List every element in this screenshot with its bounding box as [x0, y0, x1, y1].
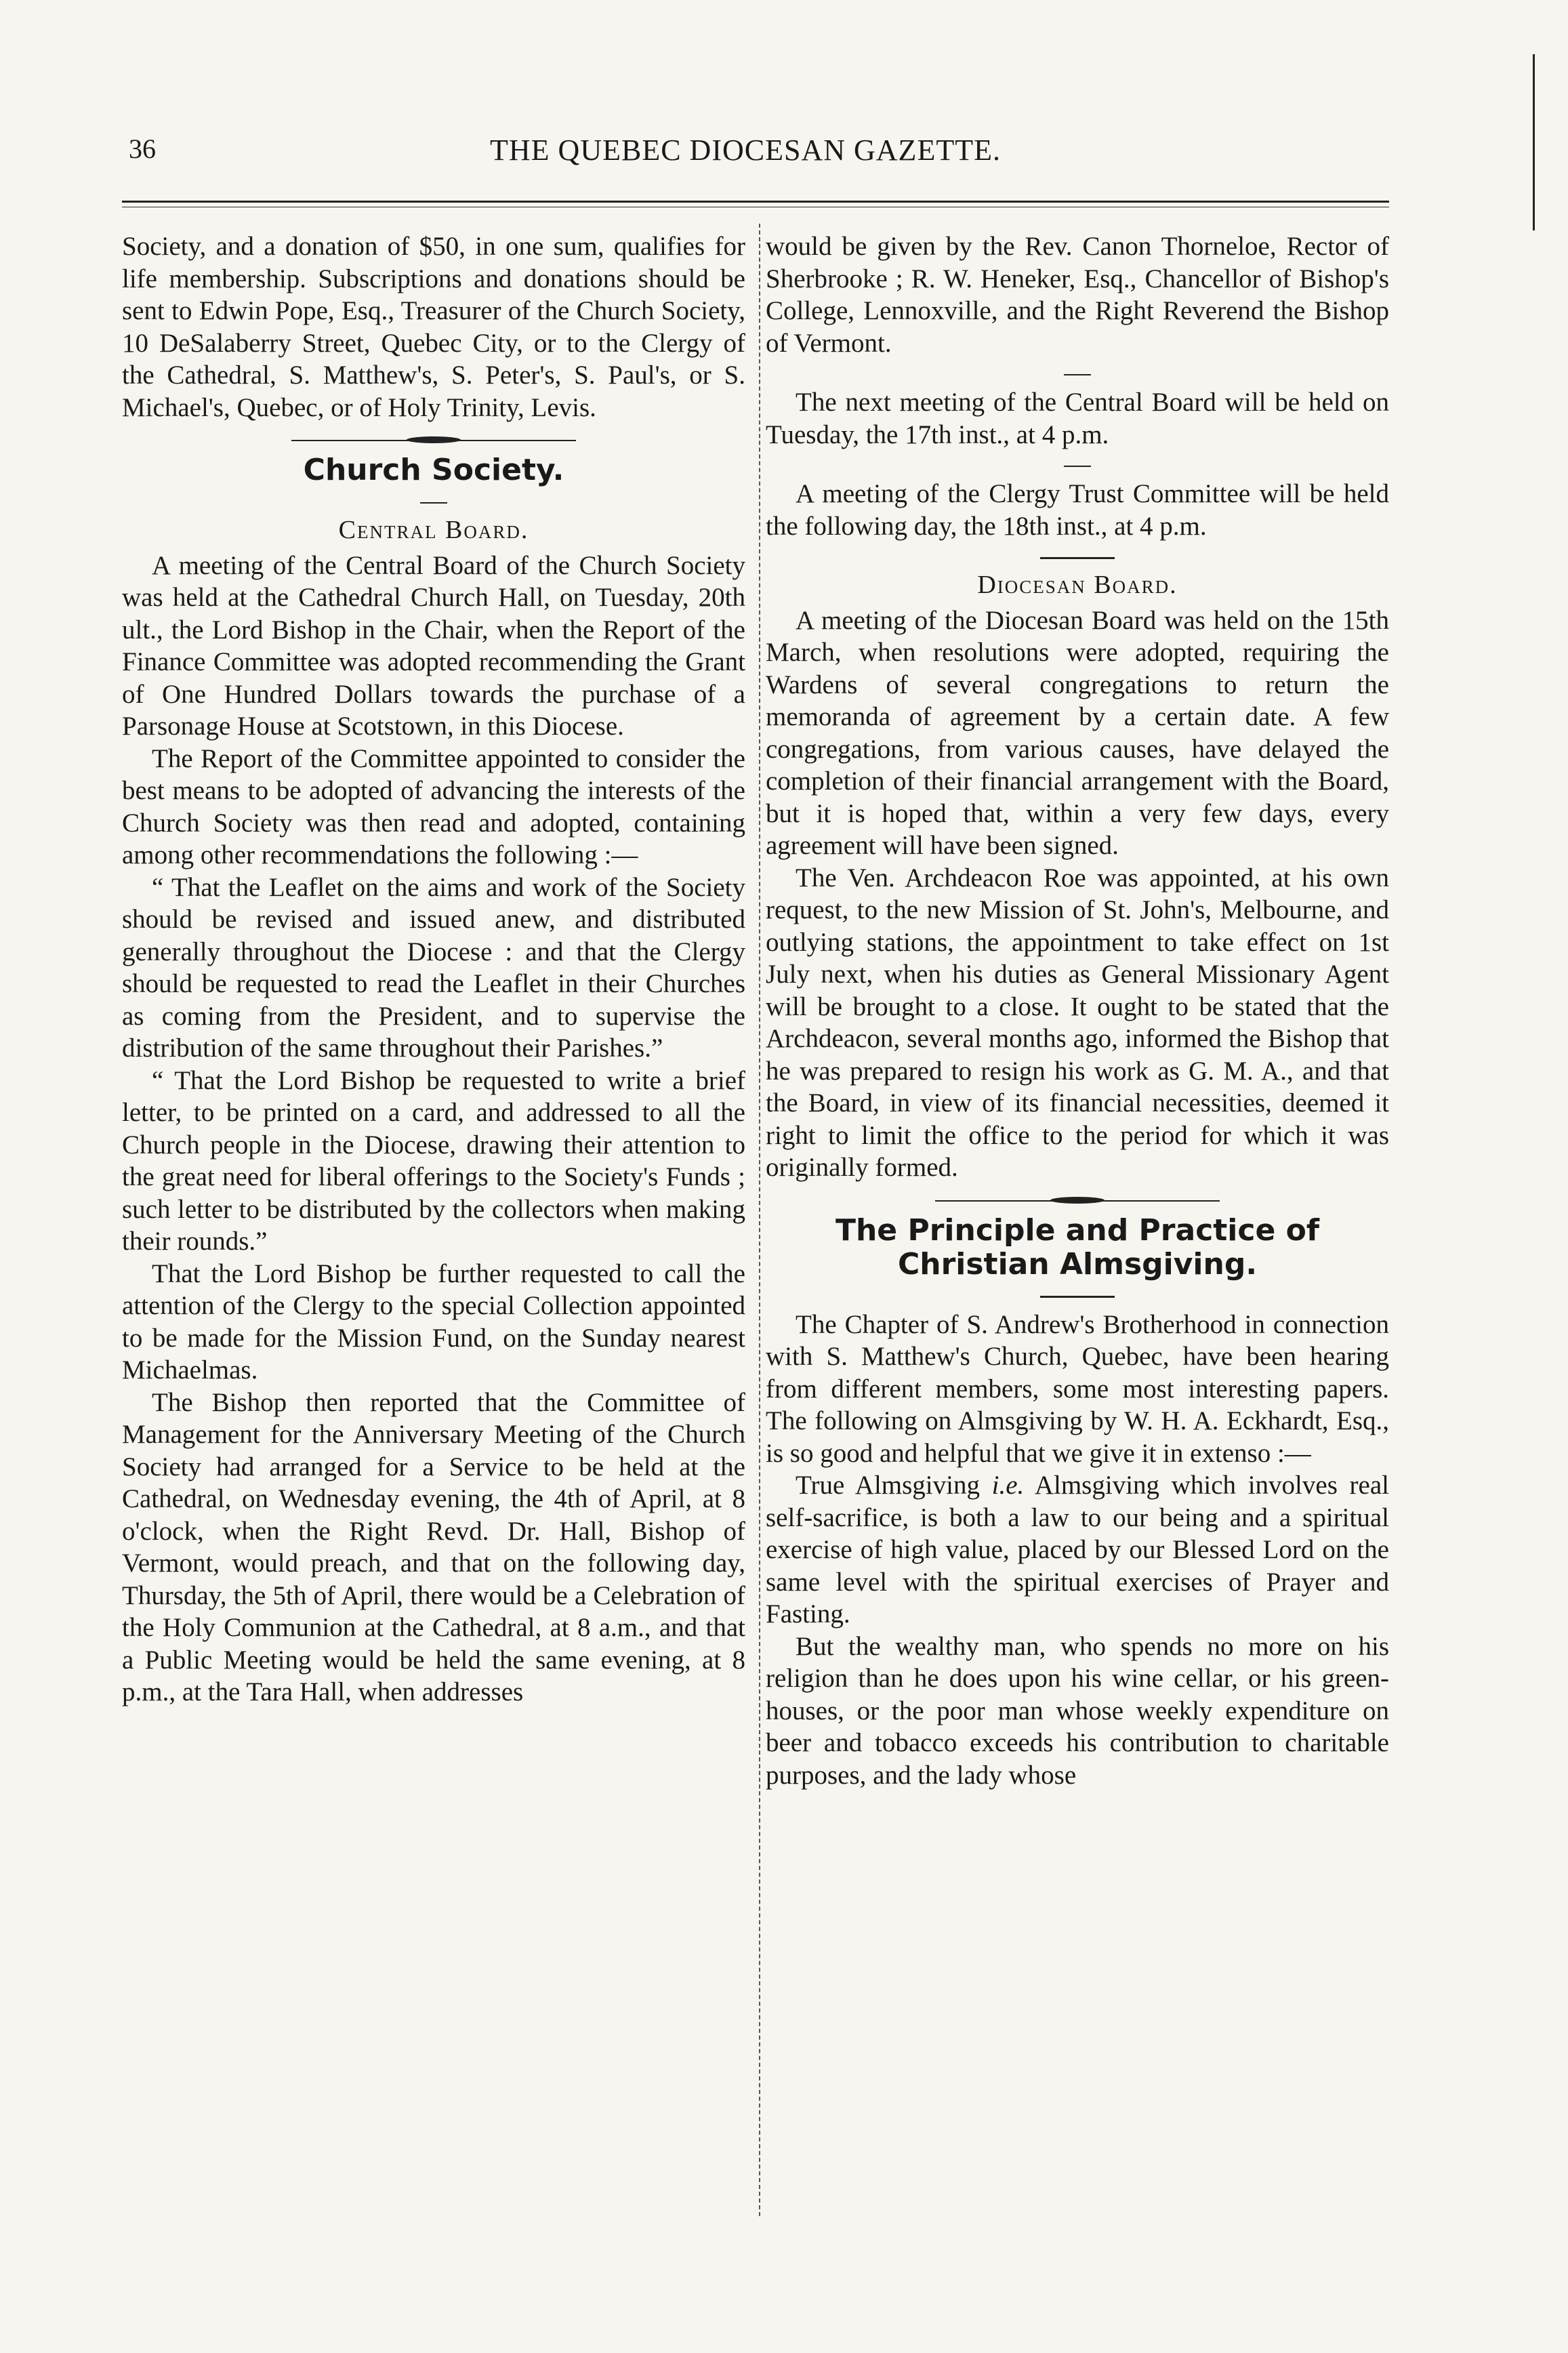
paragraph: The Report of the Committee appointed to consider the best means to be adopted of advancing the interests of the Church Society was then read and adopted, containing among other recommendations the following :— [122, 743, 745, 869]
short-rule [122, 494, 745, 508]
paragraph: The Bishop then reported that the Committee of Management for the Anniversary Meeting of the Church Society had arranged for a Service to be held at the Cathedral, on Wednesday evening, the 4th of April, at 8 o'clock, when the Right Revd. Dr. Hall, Bishop of Vermont, would preach, and that on the following day, Thursday, the 5th of April, there would be a Celebration of the Holy Communion at the Cathedral, at 8 a.m., and that a Public Meeting would be held the same evening, at 8 p.m., at the Tara Hall, when addresses [122, 1387, 745, 1706]
page-number: 36 [129, 134, 156, 164]
right-column [766, 230, 1389, 1791]
left-column [122, 230, 745, 1709]
section-heading-almsgiving: The Principle and Practice of Christian Almsgiving. [835, 1212, 1320, 1282]
short-rule [766, 549, 1389, 562]
text-run: True Almsgiving [796, 1471, 992, 1500]
paragraph: A meeting of the Diocesan Board was held on the 15th March, when resolutions were adopted, requiring the Wardens of several congregations to return the memoranda of agreement by a certain date. A few congregations, from various causes, have delayed the completion of their financial arrangement with the Board, but it is hoped that, within a very few days, every agreement will have been signed. [766, 605, 1389, 860]
text-run: Almsgiving which involves real self-sacrifice, is both a law to our being and a spiritual exercise of high value, placed by our Blessed Lord on the same level with the spiritual exercises of Prayer and Fasting. [766, 1471, 1389, 1629]
header-rule [122, 201, 1389, 203]
ornament-separator [122, 430, 745, 445]
subheading-central-board: Central Board. [338, 516, 529, 544]
page-header [102, 133, 1389, 173]
paragraph: “ That the Lord Bishop be requested to write a brief letter, to be printed on a card, and addressed to all the Church people in the Diocese, drawing their attention to the great need for liberal offerings to the Society's Funds ; such letter to be distributed by the collectors when making their rounds.” [122, 1065, 745, 1256]
paragraph [766, 1469, 1389, 1631]
short-rule [766, 457, 1389, 471]
subheading-diocesan-board: Diocesan Board. [977, 571, 1178, 599]
paragraph: The Ven. Archdeacon Roe was appointed, at his own request, to the new Mission of St. John's, Melbourne, and outlying stations, the appointment to take effect on 1st July next, when his duties as General Missionary Agent will be brought to a close. It ought to be stated that the Archdeacon, several months ago, informed the Bishop that he was prepared to resign his work as G. M. A., and that the Board, in view of its financial necessities, deemed it right to limit the office to the period for which it was originally formed. [766, 863, 1389, 1182]
italic-abbrev: i.e. [991, 1471, 1025, 1500]
column-divider [759, 224, 760, 2216]
publication-title: THE QUEBEC DIOCESAN GAZETTE. [490, 134, 1001, 167]
margin-rule [1533, 54, 1535, 230]
paragraph: Society, and a donation of $50, in one sum, qualifies for life membership. Subscriptions and donations should be sent to Edwin Pope, Esq., Treasurer of the Church Society, 10 DeSalaberry Street, Quebec City, or to the Clergy of the Cathedral, S. Matthew's, S. Peter's, S. Paul's, or S. Michael's, Quebec, or of Holy Trinity, Levis. [122, 232, 745, 422]
paragraph: “ That the Leaflet on the aims and work of the Society should be revised and issued anew, and distributed generally throughout the Diocese : and that the Clergy should be requested to read the Leaflet in their Churches as coming from the President, and to supervise the distribution of the same throughout their Parishes.” [122, 872, 745, 1063]
short-rule [766, 1288, 1389, 1302]
paragraph: The Chapter of S. Andrew's Brotherhood in connection with S. Matthew's Church, Quebec, have been hearing from different members, some most interesting papers. The following on Almsgiving by W. H. A. Eckhardt, Esq., is so good and helpful that we give it in extenso :— [766, 1309, 1389, 1468]
ornament-separator [766, 1191, 1389, 1206]
section-heading-church-society: Church Society. [303, 453, 564, 487]
short-rule [766, 366, 1389, 380]
paragraph: The next meeting of the Central Board will be held on Tuesday, the 17th inst., at 4 p.m. [766, 388, 1389, 449]
paragraph: That the Lord Bishop be further requested to call the attention of the Clergy to the special Collection appointed to be made for the Mission Fund, on the Sunday nearest Michaelmas. [122, 1259, 745, 1385]
paragraph: But the wealthy man, who spends no more on his religion than he does upon his wine cellar, or his green-houses, or the poor man whose weekly expenditure on beer and tobacco exceeds his contribution to charitable purposes, and the lady whose [766, 1631, 1389, 1790]
paragraph: A meeting of the Clergy Trust Committee will be held the following day, the 18th inst., at 4 p.m. [766, 479, 1389, 541]
paragraph: would be given by the Rev. Canon Thorneloe, Rector of Sherbrooke ; R. W. Heneker, Esq., Chancellor of Bishop's College, Lennoxville, and the Right Reverend the Bishop of Vermont. [766, 232, 1389, 358]
paragraph: A meeting of the Central Board of the Church Society was held at the Cathedral Church Hall, on Tuesday, 20th ult., the Lord Bishop in the Chair, when the Report of the Finance Committee was adopted recommending the Grant of One Hundred Dollars towards the purchase of a Parsonage House at Scotstown, in this Diocese. [122, 550, 745, 741]
